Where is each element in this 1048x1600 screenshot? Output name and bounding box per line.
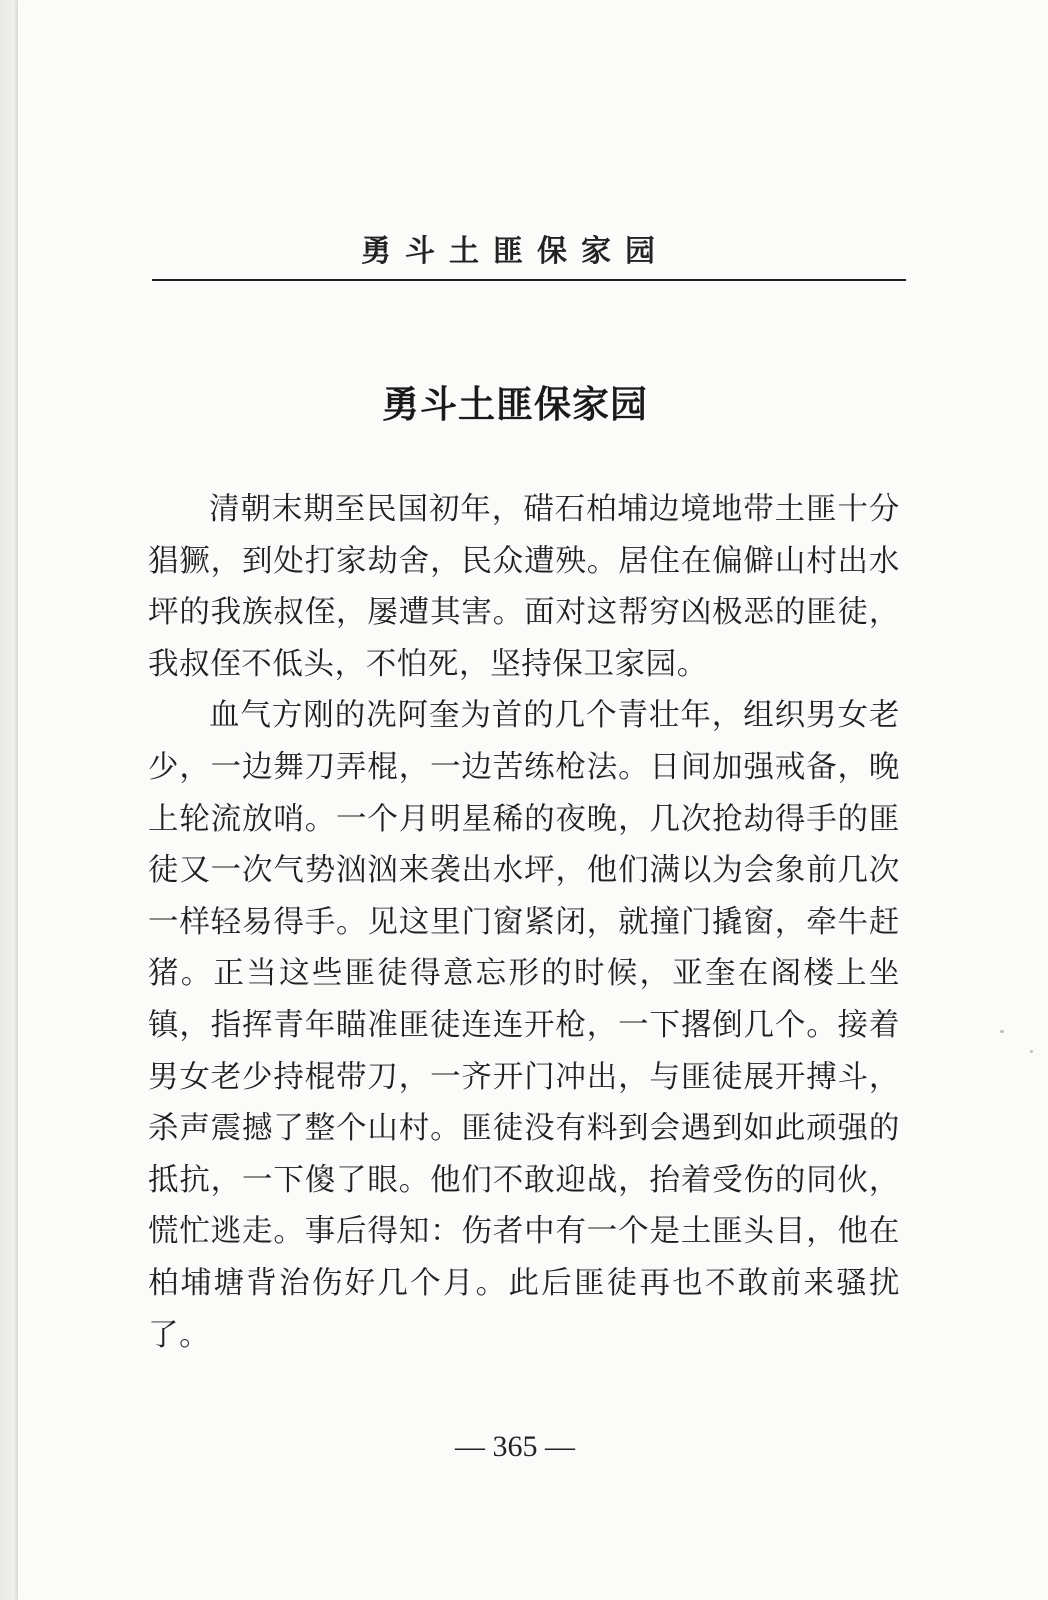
- page-gutter-shadow: [0, 0, 18, 1600]
- header-rule: [152, 279, 906, 281]
- scan-speck: [1030, 1050, 1033, 1053]
- scan-speck: [1000, 1030, 1004, 1033]
- paragraph-2: 血气方刚的冼阿奎为首的几个青壮年，组织男女老少，一边舞刀弄棍，一边苦练枪法。日间加强戒备，晚上轮流放哨。一个月明星稀的夜晚，几次抢劫得手的匪徒又一次气势汹汹来袭出水坪，他们满以为会象前几次一样轻易得手。见这里门窗紧闭，就撞门撬窗，牵牛赶猪。正当这些匪徒得意忘形的时候，亚奎在阁楼上坐镇，指挥青年瞄准匪徒连连开枪，一下撂倒几个。接着男女老少持棍带刀，一齐开门冲出，与匪徒展开搏斗，杀声震撼了整个山村。匪徒没有料到会遇到如此顽强的抵抗，一下傻了眼。他们不敢迎战，抬着受伤的同伙，慌忙逃走。事后得知：伤者中有一个是土匪头目，他在柏埔塘背治伤好几个月。此后匪徒再也不敢前来骚扰了。: [148, 698, 900, 1353]
- running-head: 勇斗土匪保家园: [361, 234, 669, 269]
- paragraph-1: 清朝末期至民国初年，碏石柏埔边境地带土匪十分猖獗，到处打家劫舍，民众遭殃。居住在偏僻山村出水坪的我族叔侄，屡遭其害。面对这帮穷凶极恶的匪徒，我叔侄不低头，不怕死，坚持保卫家园。: [148, 492, 900, 682]
- page-number: — 365 —: [455, 1430, 575, 1463]
- article-body: [148, 484, 900, 1361]
- article-title: 勇斗土匪保家园: [382, 383, 648, 426]
